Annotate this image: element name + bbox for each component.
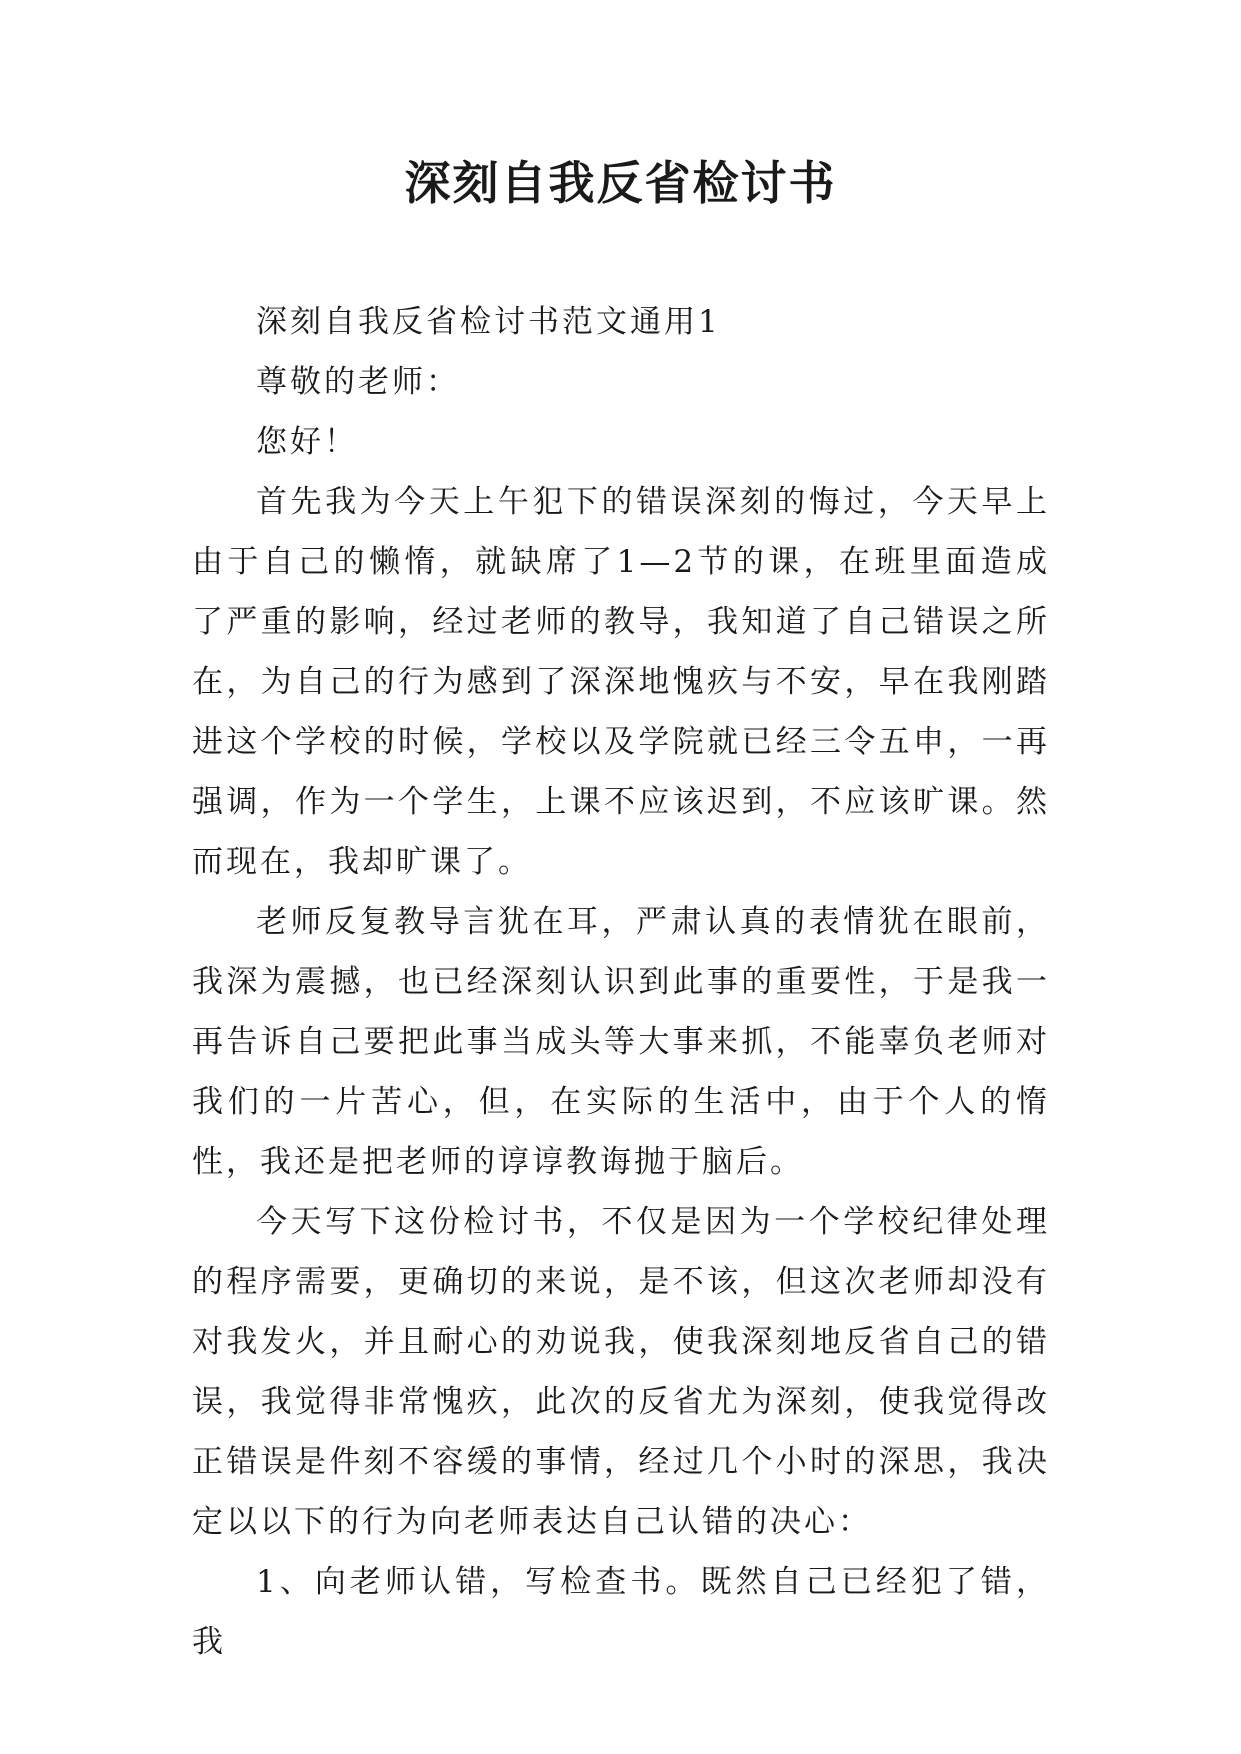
paragraph: 今天写下这份检讨书，不仅是因为一个学校纪律处理的程序需要，更确切的来说，是不该，但这次老师却没有对我发火，并且耐心的劝说我，使我深刻地反省自己的错误，我觉得非常愧疚，此次的反省尤为深刻，使我觉得改正错误是件刻不容缓的事情，经过几个小时的深思，我决定以以下的行为向老师表达自己认错的决心：	[192, 1204, 1050, 1540]
paragraph: 1、向老师认错，写检查书。既然自己已经犯了错，我	[192, 1564, 1050, 1660]
paragraph-salutation: 尊敬的老师：	[256, 364, 460, 400]
paragraph-subtitle: 深刻自我反省检讨书范文通用1	[256, 304, 721, 340]
document-title: 深刻自我反省检讨书	[404, 156, 837, 210]
paragraph: 老师反复教导言犹在耳，严肃认真的表情犹在眼前，我深为震撼，也已经深刻认识到此事的重要性，于是我一再告诉自己要把此事当成头等大事来抓，不能辜负老师对我们的一片苦心，但，在实际的生活中，由于个人的惰性，我还是把老师的谆谆教诲抛于脑后。	[192, 904, 1050, 1180]
document-body	[192, 292, 1050, 1672]
paragraph: 首先我为今天上午犯下的错误深刻的悔过，今天早上由于自己的懒惰，就缺席了1—2节的课，在班里面造成了严重的影响，经过老师的教导，我知道了自己错误之所在，为自己的行为感到了深深地愧疚与不安，早在我刚踏进这个学校的时候，学校以及学院就已经三令五申，一再强调，作为一个学生，上课不应该迟到，不应该旷课。然而现在，我却旷课了。	[192, 484, 1050, 880]
paragraph-greeting: 您好！	[256, 424, 358, 460]
